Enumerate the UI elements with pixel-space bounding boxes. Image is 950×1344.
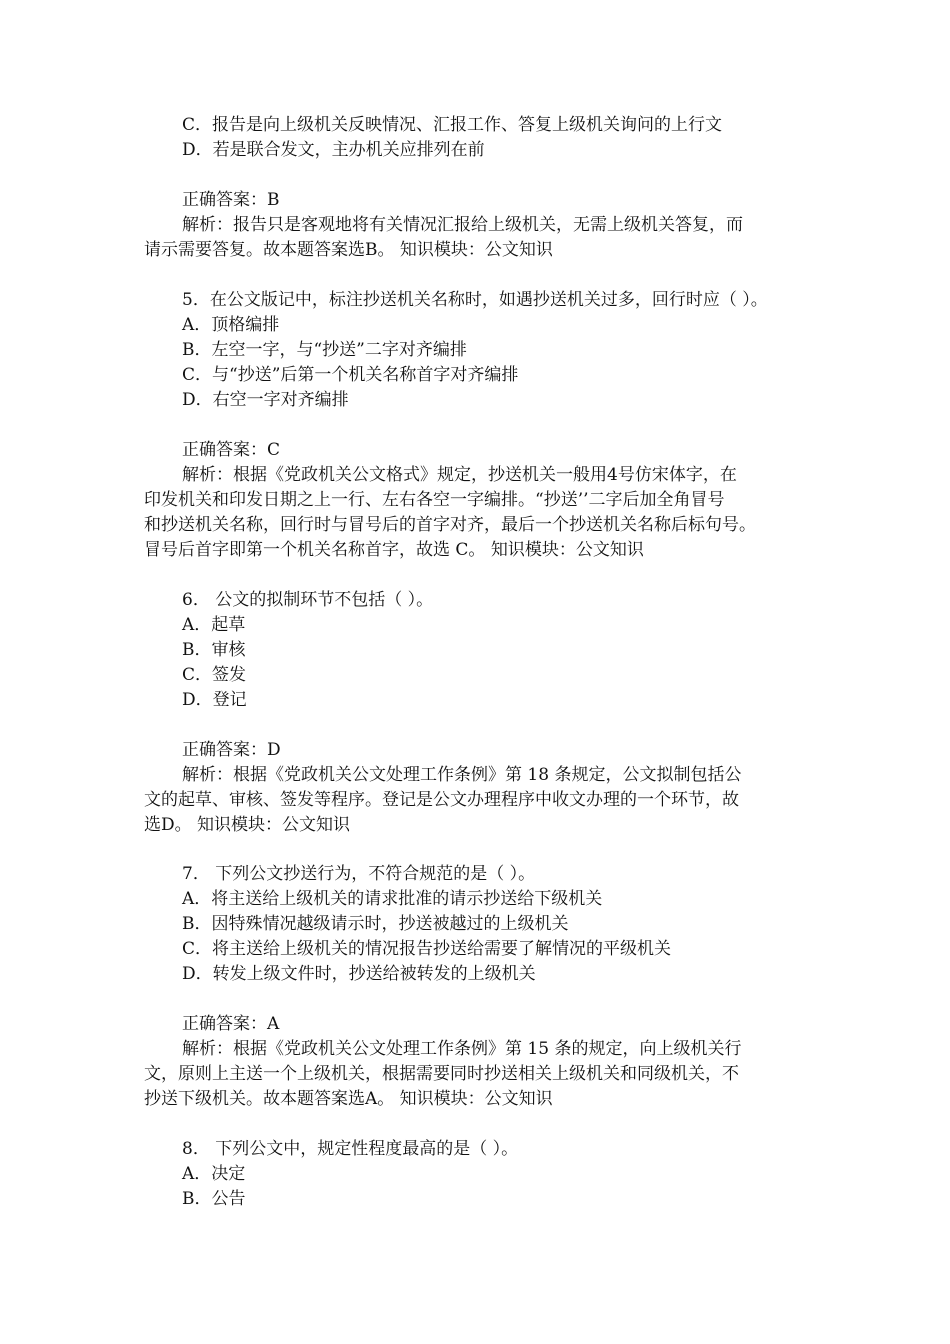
option-c: C．将主送给上级机关的情况报告抄送给需要了解情况的平级机关 — [182, 939, 672, 959]
option-c: C．报告是向上级机关反映情况、汇报工作、答复上级机关询问的上行文 — [182, 115, 723, 135]
correct-answer: 正确答案：C — [182, 440, 281, 460]
option-d: D．若是联合发文，主办机关应排列在前 — [182, 140, 485, 160]
analysis-line: 请示需要答复。故本题答案选B。 知识模块：公文知识 — [144, 240, 553, 260]
analysis-line: 解析：根据《党政机关公文处理工作条例》第 15 条的规定，向上级机关行 — [182, 1039, 742, 1059]
option-a: A．将主送给上级机关的请求批准的请示抄送给下级机关 — [182, 889, 603, 909]
option-a: A．决定 — [182, 1164, 246, 1184]
option-c: C．与“抄送”后第一个机关名称首字对齐编排 — [182, 365, 519, 385]
question-stem: 6． 公文的拟制环节不包括（ ）。 — [182, 590, 434, 610]
option-b: B．左空一字，与“抄送”二字对齐编排 — [182, 340, 467, 360]
option-a: A．顶格编排 — [182, 315, 280, 335]
option-c: C．签发 — [182, 665, 247, 685]
question-stem: 7． 下列公文抄送行为，不符合规范的是（ ）。 — [182, 864, 536, 884]
analysis-line: 解析：根据《党政机关公文格式》规定，抄送机关一般用4号仿宋体字，在 — [182, 465, 737, 485]
analysis-line: 文，原则上主送一个上级机关，根据需要同时抄送相关上级机关和同级机关，不 — [144, 1064, 739, 1084]
option-d: D．登记 — [182, 690, 247, 710]
option-d: D．右空一字对齐编排 — [182, 390, 349, 410]
analysis-line: 解析：报告只是客观地将有关情况汇报给上级机关，无需上级机关答复，而 — [182, 215, 743, 235]
option-d: D．转发上级文件时，抄送给被转发的上级机关 — [182, 964, 536, 984]
analysis-line: 文的起草、审核、签发等程序。登记是公文办理程序中收文办理的一个环节，故 — [144, 790, 739, 810]
analysis-line: 冒号后首字即第一个机关名称首字，故选 C。 知识模块：公文知识 — [144, 540, 644, 560]
option-b: B．审核 — [182, 640, 246, 660]
option-b: B．因特殊情况越级请示时，抄送被越过的上级机关 — [182, 914, 569, 934]
analysis-line: 和抄送机关名称，回行时与冒号后的首字对齐，最后一个抄送机关名称后标句号。 — [144, 515, 756, 535]
question-stem: 8． 下列公文中，规定性程度最高的是（ ）。 — [182, 1139, 519, 1159]
analysis-line: 印发机关和印发日期之上一行、左右各空一字编排。“抄送’’二字后加全角冒号 — [144, 490, 725, 510]
question-stem: 5．在公文版记中，标注抄送机关名称时，如遇抄送机关过多，回行时应（ ）。 — [182, 290, 768, 310]
analysis-line: 解析：根据《党政机关公文处理工作条例》第 18 条规定，公文拟制包括公 — [182, 765, 742, 785]
correct-answer: 正确答案：B — [182, 190, 280, 210]
analysis-line: 抄送下级机关。故本题答案选A。 知识模块：公文知识 — [144, 1089, 553, 1109]
correct-answer: 正确答案：A — [182, 1014, 280, 1034]
option-a: A．起草 — [182, 615, 246, 635]
option-b: B．公告 — [182, 1189, 246, 1209]
analysis-line: 选D。 知识模块：公文知识 — [144, 815, 351, 835]
correct-answer: 正确答案：D — [182, 740, 281, 760]
